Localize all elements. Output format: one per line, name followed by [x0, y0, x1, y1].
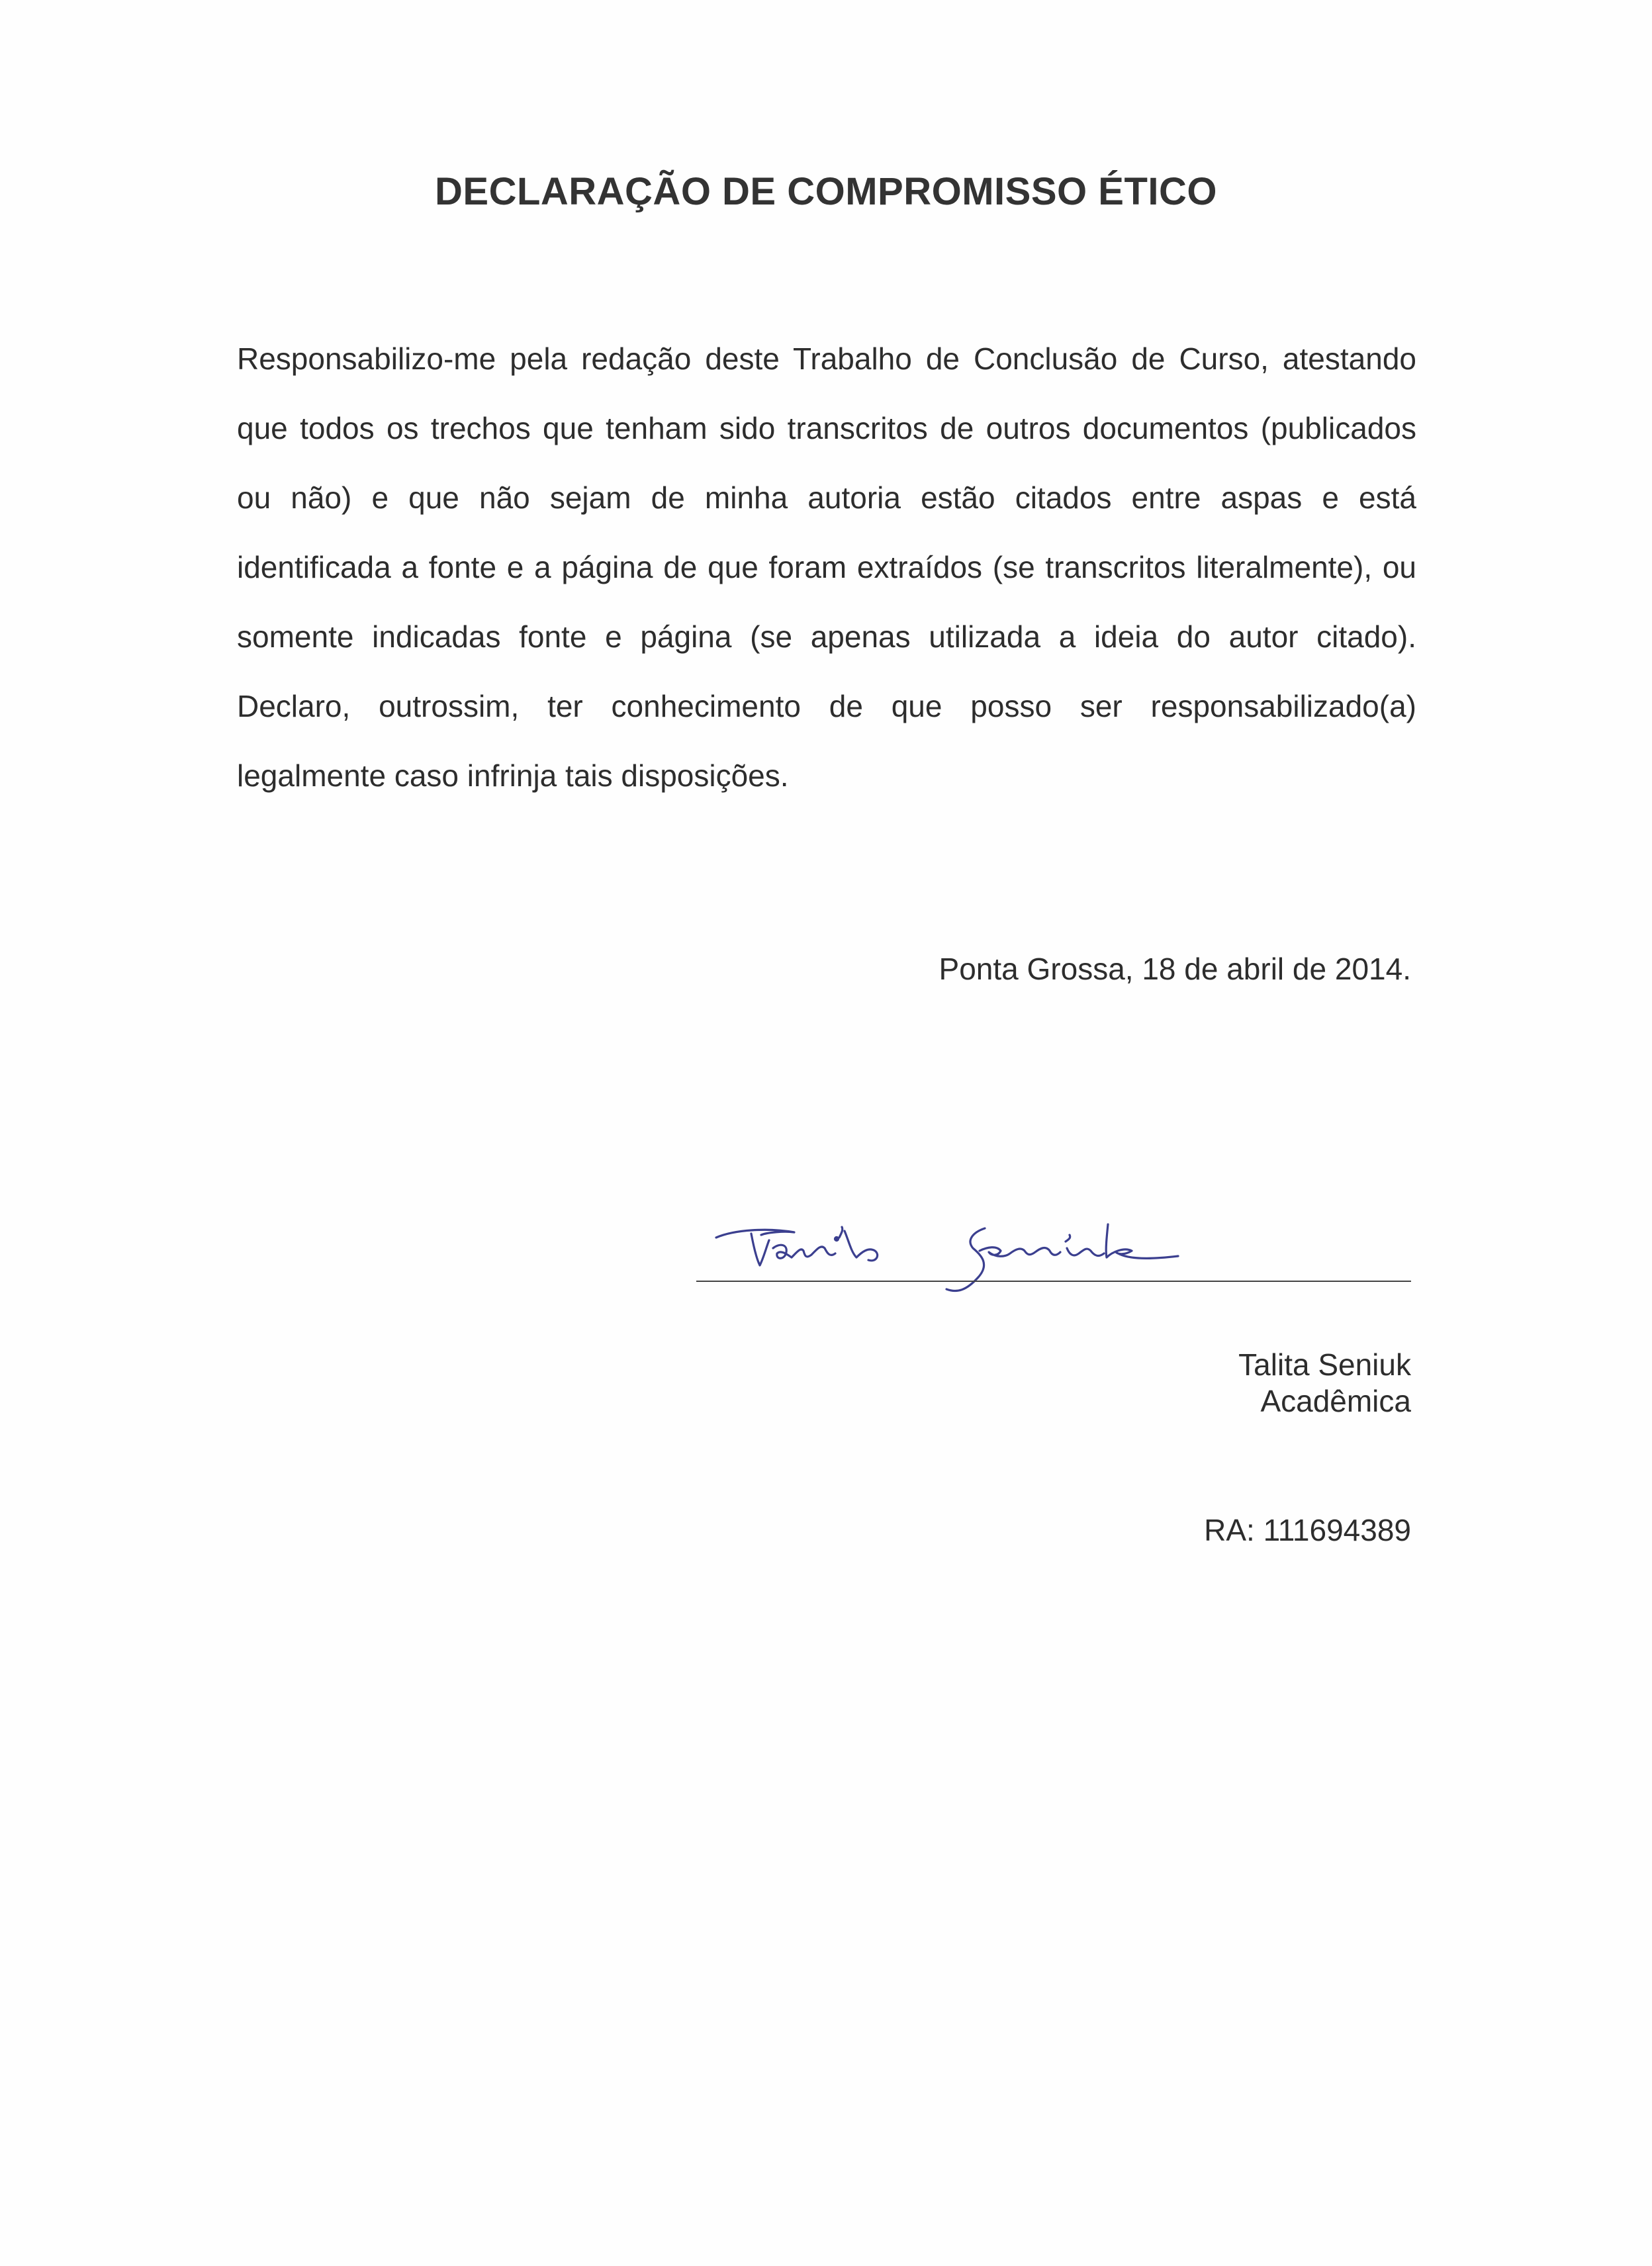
date-line: Ponta Grossa, 18 de abril de 2014.	[939, 952, 1411, 986]
paragraph-line: somente indicadas fonte e página (se apenas utilizada a ideia do autor citado).	[237, 619, 1416, 654]
signer-name: Talita Seniuk	[1238, 1347, 1411, 1382]
paragraph-line: ou não) e que não sejam de minha autoria estão citados entre aspas e está	[237, 480, 1416, 515]
signer-role: Acadêmica	[1260, 1384, 1411, 1418]
student-ra: RA: 111694389	[1204, 1513, 1411, 1547]
paragraph-line: legalmente caso infrinja tais disposições.	[237, 758, 789, 793]
paragraph-line: Declaro, outrossim, ter conhecimento de que posso ser responsabilizado(a)	[237, 689, 1416, 723]
paragraph-line: Responsabilizo-me pela redação deste Trabalho de Conclusão de Curso, atestando	[237, 341, 1416, 376]
document-title: DECLARAÇÃO DE COMPROMISSO ÉTICO	[435, 170, 1217, 213]
handwritten-signature	[695, 1191, 1264, 1324]
paragraph-line: identificada a fonte e a página de que foram extraídos (se transcritos literalmente), ou	[237, 550, 1416, 584]
paragraph-line: que todos os trechos que tenham sido transcritos de outros documentos (publicados	[237, 411, 1416, 445]
signature-line	[696, 1281, 1411, 1282]
